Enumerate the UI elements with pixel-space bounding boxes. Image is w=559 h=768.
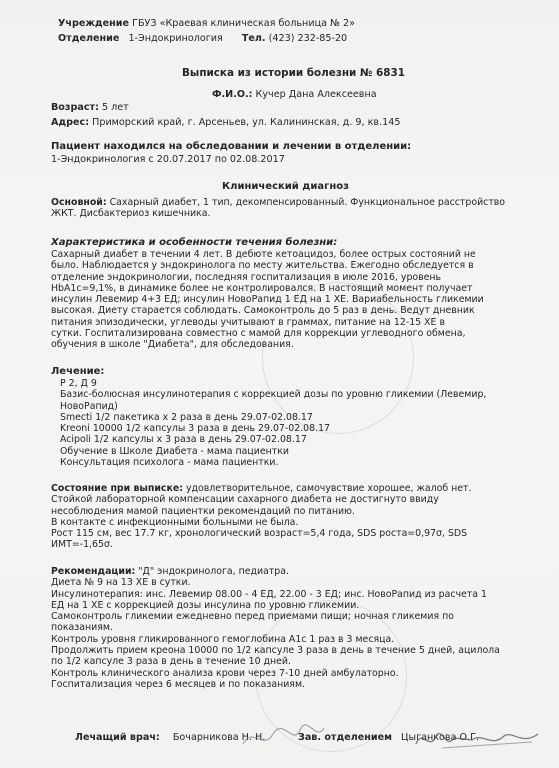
doctor-label: Лечащий врач: <box>75 732 160 743</box>
phone-label: Тел. <box>241 33 266 44</box>
head-name: Цыганкова О.Г. <box>401 732 480 743</box>
course-line: сутки. Госпитализирована совместно с мамой для коррекции углеводного обмена, <box>51 328 466 340</box>
course-line: HbA1c=9,1%, в динамике более не контролировался. В настоящий момент получает <box>51 282 473 294</box>
course-heading: Характеристика и особенности течения болезни: <box>51 237 338 248</box>
course-line: было. Наблюдается у эндокринолога по месту жительства. Ежегодно обследуется в <box>51 260 474 272</box>
course-line: отделение эндокринологии, последняя госпитализация в июле 2016, уровень <box>51 271 442 283</box>
age-value: 5 лет <box>101 102 129 113</box>
address-line <box>51 117 400 128</box>
treatment-line: Kreoni 10000 1/2 капсулы 3 раза в день 29.07-02.08.17 <box>60 423 331 435</box>
discharge-line: Стойкой лабораторной компенсации сахарного диабета не достигнуто ввиду <box>51 494 439 506</box>
treatment-line: Smecti 1/2 пакетика х 2 раза в день 29.07-02.08.17 <box>60 411 313 423</box>
course-line: инсулин Левемир 4+3 ЕД; инсулин НовоРапид 1 ЕД на 1 ХЕ. Вариабельность гликемии <box>51 294 484 306</box>
recommendation-line: Инсулинотерапия: инс. Левемир 08.00 - 4 ЕД, 22.00 - 3 ЕД; инс. НовоРапид из расчета 1 <box>51 588 487 600</box>
department-label: Отделение <box>58 33 120 44</box>
discharge-line: ИМТ=-1,65σ. <box>51 539 113 551</box>
head-handwritten-signature <box>412 722 542 758</box>
treatment-line: НовоРапид) <box>60 400 118 412</box>
stay-heading: Пациент находился на обследовании и лечении в отделении: <box>51 141 412 152</box>
doctor-handwritten-signature <box>238 716 328 756</box>
treatment-line: Консультация психолога - мама пациентки. <box>60 457 279 469</box>
treatment-line: Базис-болюсная инсулинотерапия с коррекцией дозы по уровню гликемии (Левемир, <box>60 389 487 401</box>
head-label: Зав. отделением <box>298 732 392 743</box>
institution-value: ГБУЗ «Краевая клиническая больница № 2» <box>132 18 356 29</box>
recommendation-line: "Д" эндокринолога, педиатра. <box>138 566 289 577</box>
diagnosis-heading: Клинический диагноз <box>222 181 349 192</box>
recommendation-line: Продолжить прием креона 10000 по 1/2 капсуле 3 раза в день в течение 5 дней, ацилола <box>51 645 500 657</box>
treatment-block <box>60 378 486 468</box>
recommendation-line: Госпитализация через 6 месяцев и по показаниям. <box>51 678 306 690</box>
recommendation-line: Самоконтроль гликемии ежедневно перед приемами пищи; ночная гликемия по <box>51 611 454 623</box>
recommendation-line: Диета № 9 на 13 ХЕ в сутки. <box>51 577 191 589</box>
diagnosis-line: ЖКТ. Дисбактериоз кишечника. <box>51 208 211 220</box>
document-title: Выписка из истории болезни № 6831 <box>182 67 405 79</box>
discharge-line: В контакте с инфекционными больными не была. <box>51 516 299 528</box>
stay-text: 1-Эндокринология с 20.07.2017 по 02.08.2017 <box>51 154 285 165</box>
treatment-line: Acipoli 1/2 капсулы х 3 раза в день 29.07-02.08.17 <box>60 434 307 446</box>
address-label: Адрес: <box>51 117 90 128</box>
course-line: высокая. Диету старается соблюдать. Самоконтроль до 5 раз в день. Ведут дневник <box>51 305 475 317</box>
institution-line <box>58 18 355 29</box>
institution-label: Учреждение <box>58 18 130 29</box>
address-value: Приморский край, г. Арсеньев, ул. Калининская, д. 9, кв.145 <box>92 117 401 128</box>
recommendations-heading: Рекомендации: <box>51 566 136 577</box>
discharge-line: Рост 115 см, вес 17.7 кг, хронологический возраст=5,4 года, SDS роста=0,97σ, SDS <box>51 528 468 540</box>
department-value: 1-Эндокринология <box>128 33 223 44</box>
age-line <box>51 102 129 113</box>
course-line: обучения в школе "Диабета", для обследования. <box>51 339 294 351</box>
diagnosis-main-label: Основной: <box>51 197 107 208</box>
recommendations-block <box>51 566 500 690</box>
recommendation-line: ЕД на 1 ХЕ с коррекцией дозы инсулина по уровню гликемии. <box>51 599 360 611</box>
recommendation-line: Контроль уровня гликированного гемоглобина А1с 1 раз в 3 месяца. <box>51 633 395 645</box>
course-line: Сахарный диабет в течении 4 лет. В дебюте кетоацидоз, более острых состояний не <box>51 249 476 260</box>
discharge-line: удовлетворительное, самочувствие хорошее, жалоб нет. <box>185 483 472 494</box>
discharge-block <box>51 483 471 551</box>
treatment-heading: Лечение: <box>51 366 105 377</box>
fio-label: Ф.И.О.: <box>212 89 253 100</box>
recommendation-line: по 1/2 капсуле 3 раза в день в течение 10 дней. <box>51 656 292 668</box>
treatment-line: Р 2, Д 9 <box>60 378 97 389</box>
diagnosis-line: Сахарный диабет, 1 тип, декомпенсированный. Функциональное расстройство <box>109 197 506 208</box>
patient-name-line <box>212 89 377 100</box>
phone-value: (423) 232-85-20 <box>268 33 348 44</box>
discharge-heading: Состояние при выписке: <box>51 483 183 494</box>
course-line: питания эпизодически, углеводы учитывают в граммах, питание на 12-15 ХЕ в <box>51 316 445 328</box>
diagnosis-block <box>51 197 505 220</box>
department-line <box>58 33 347 44</box>
treatment-line: Обучение в Школе Диабета - мама пациентки <box>60 445 289 457</box>
discharge-line: несоблюдения мамой пациентки рекомендаций по питанию. <box>51 505 355 517</box>
course-block <box>51 249 484 351</box>
recommendation-line: Контроль клинического анализа крови через 7-10 дней амбулаторно. <box>51 667 399 679</box>
fio-value: Кучер Дана Алексеевна <box>255 89 377 100</box>
doctor-signature-line <box>75 732 265 743</box>
recommendation-line: показаниям. <box>51 622 113 634</box>
doctor-name: Бочарникова Н. Н. <box>172 732 266 743</box>
age-label: Возраст: <box>51 102 99 113</box>
